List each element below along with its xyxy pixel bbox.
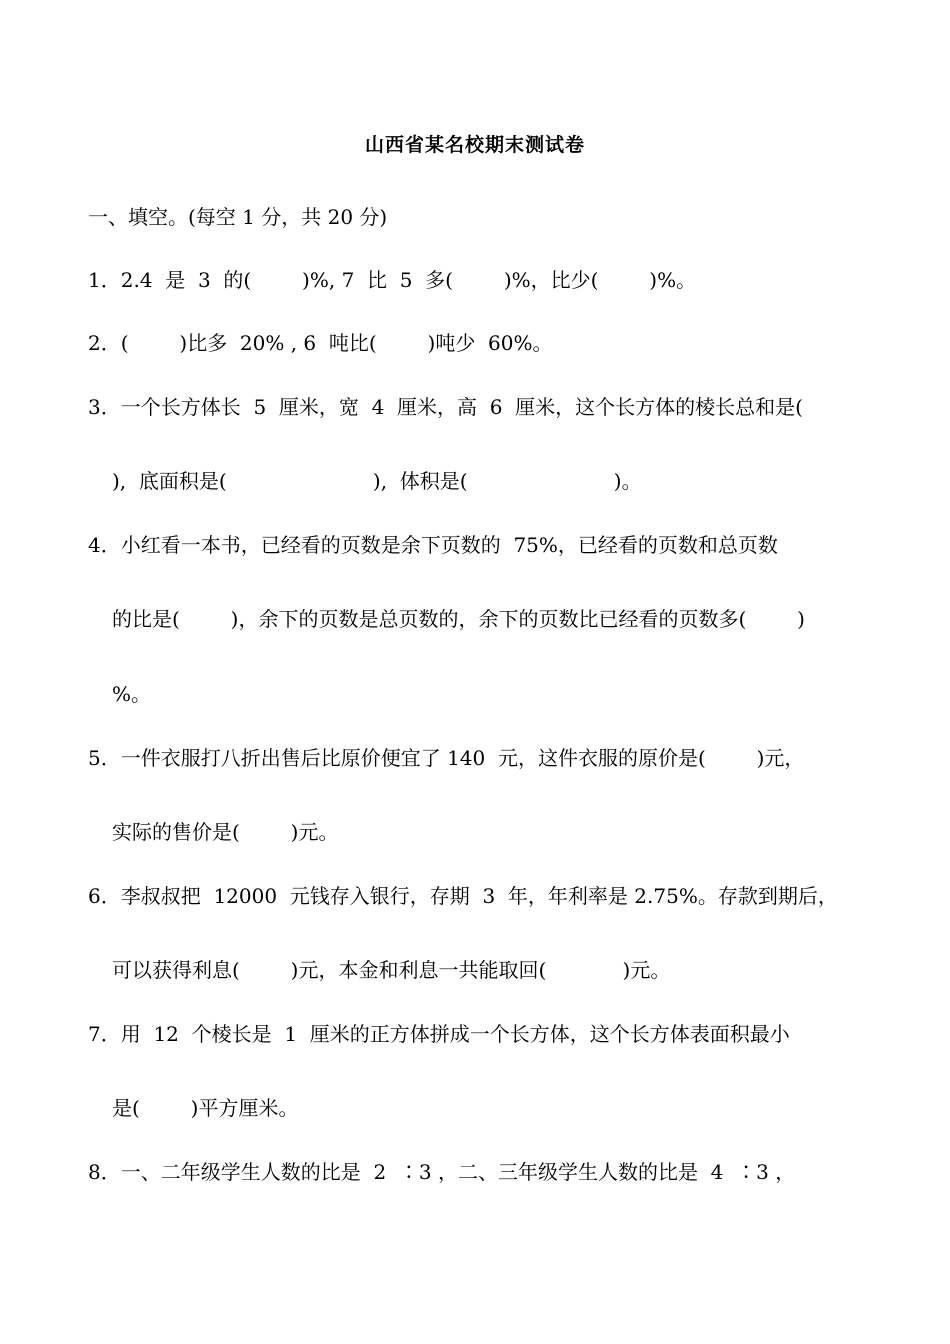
question-6-continued: 可以获得利息( )元，本金和利息一共能取回( )元。: [112, 958, 671, 982]
question-7: 7．用 12 个棱长是 1 厘米的正方体拼成一个长方体，这个长方体表面积最小: [88, 1022, 790, 1046]
question-5: 5．一件衣服打八折出售后比原价便宜了 140 元，这件衣服的原价是( )元，: [88, 746, 805, 770]
question-5-continued: 实际的售价是( )元。: [112, 820, 339, 844]
question-6: 6．李叔叔把 12000 元钱存入银行，存期 3 年，年利率是 2.75%。存款到期后，: [88, 884, 838, 908]
question-7-continued: 是( )平方厘米。: [112, 1096, 299, 1120]
question-3: 3．一个长方体长 5 厘米，宽 4 厘米，高 6 厘米，这个长方体的棱长总和是(: [88, 395, 803, 419]
question-8: 8．一、二年级学生人数的比是 2 ∶3 ，二、三年级学生人数的比是 4 ∶3 ，: [88, 1160, 796, 1184]
question-4: 4．小红看一本书，已经看的页数是余下页数的 75%，已经看的页数和总页数: [88, 533, 778, 557]
question-2: 2．( )比多 20% , 6 吨比( )吨少 60%。: [88, 331, 553, 355]
question-4-continued-2: %。: [112, 682, 152, 706]
question-3-continued: ), 底面积是( ), 体积是( )。: [112, 469, 642, 493]
question-4-continued: 的比是( )，余下的页数是总页数的，余下的页数比已经看的页数多( ): [112, 607, 805, 631]
question-1: 1．2.4 是 3 的( )%, 7 比 5 多( )%，比少( )%。: [88, 268, 697, 292]
page-title: 山西省某名校期末测试卷: [364, 134, 585, 156]
section-heading: 一、填空。(每空 1 分，共 20 分): [88, 205, 388, 229]
